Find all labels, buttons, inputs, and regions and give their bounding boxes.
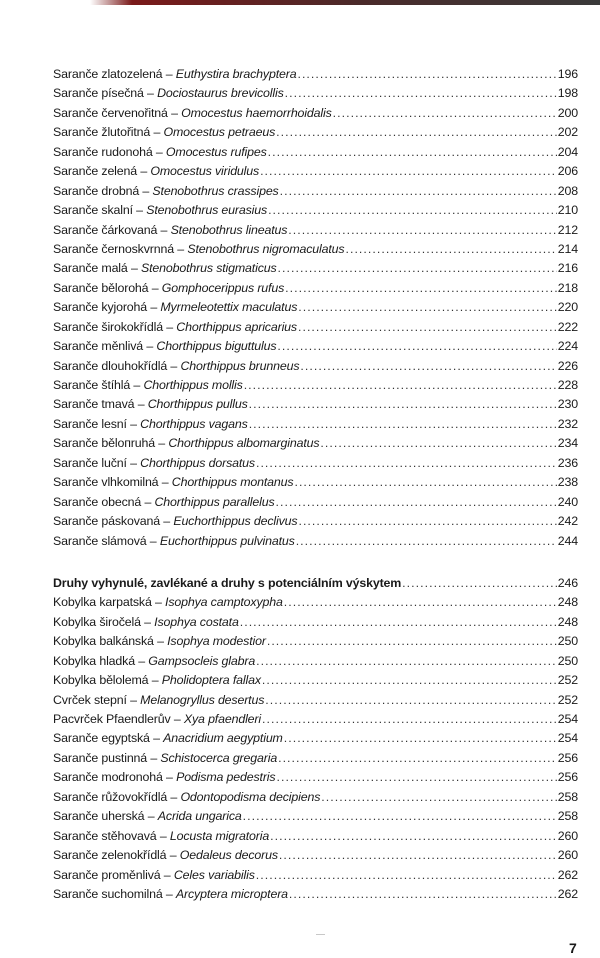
entry-page-number: 206 [557, 164, 578, 179]
entry-latin-name: Pholidoptera fallax [161, 673, 261, 688]
entry-separator: – [160, 222, 168, 237]
entry-latin-name: Omocestus rufipes [165, 144, 267, 159]
leader-dots [270, 827, 557, 846]
entry-separator: – [153, 125, 161, 140]
toc-entry[interactable] [53, 768, 578, 787]
entry-separator: – [161, 475, 169, 490]
leader-dots [262, 671, 557, 690]
toc-entry[interactable] [53, 788, 578, 807]
faint-mark [316, 934, 325, 935]
toc-entry[interactable] [53, 395, 578, 414]
leader-dots [279, 846, 557, 865]
entry-separator: – [140, 164, 148, 179]
toc-entry[interactable] [53, 749, 578, 768]
toc-entry[interactable] [53, 221, 578, 240]
entry-page-number: 222 [557, 319, 578, 334]
entry-latin-name: Chorthippus biguttulus [156, 339, 277, 354]
entry-latin-name: Euthystira brachyptera [175, 67, 297, 81]
entry-page-number: 262 [557, 886, 578, 901]
entry-page-number: 240 [557, 494, 578, 509]
entry-separator: – [147, 809, 155, 824]
entry-separator: – [150, 300, 158, 315]
leader-dots [321, 788, 557, 807]
entry-page-number: 200 [557, 105, 578, 120]
entry-common-name: Sarančе drobná [53, 183, 140, 198]
entry-separator: – [155, 144, 163, 159]
entry-separator: – [165, 67, 173, 81]
entry-common-name: Sarančе tmavá [53, 397, 135, 412]
leader-dots [288, 221, 556, 240]
entry-page-number: 260 [557, 828, 578, 843]
entry-page-number: 226 [557, 358, 578, 373]
leader-dots [284, 593, 557, 612]
entry-common-name: Sarančе štíhlá [53, 378, 131, 392]
leader-dots [276, 493, 557, 512]
leader-dots [265, 691, 556, 710]
entry-common-name: Sarančе páskovaná [53, 514, 160, 529]
entry-page-number: 262 [557, 867, 578, 882]
toc-entry[interactable] [53, 632, 578, 651]
entry-latin-name: Chorthippus vagans [140, 416, 248, 431]
entry-latin-name: Celes variabilis [173, 867, 255, 882]
entry-latin-name: Stenobothrus lineatus [170, 222, 288, 237]
entry-common-name: Sarančе uherská [53, 809, 145, 824]
entry-page-number: 248 [557, 595, 578, 610]
entry-common-name: Sarančе červenořitná [53, 105, 168, 120]
page-number: 7 [569, 940, 577, 956]
leader-dots [240, 613, 557, 632]
toc-entry[interactable] [53, 671, 578, 690]
toc-section-species [53, 65, 578, 551]
entry-separator: – [173, 712, 181, 726]
entry-latin-name: Omocestus viridulus [150, 164, 260, 179]
entry-latin-name: Dociostaurus brevicollis [157, 86, 284, 101]
toc-entry[interactable] [53, 376, 578, 395]
toc-heading-label: Druhy vyhynulé, zavlékané a druhy s potenciálním výskytem [53, 575, 402, 590]
entry-page-number: 220 [557, 300, 578, 315]
toc-entry[interactable] [53, 593, 578, 612]
toc-entry[interactable] [53, 613, 578, 632]
entry-common-name: Sarančе modronohá [53, 770, 163, 785]
leader-dots [249, 395, 557, 414]
entry-common-name: Pacvrček Pfaendlerův [53, 712, 171, 726]
entry-latin-name: Euchorthippus declivus [173, 514, 298, 529]
entry-latin-name: Acrida ungarica [157, 809, 242, 824]
entry-latin-name: Isophya camptoxypha [165, 595, 283, 610]
entry-latin-name: Stenobothrus eurasius [146, 203, 268, 218]
entry-latin-name: Stenobothrus stigmaticus [141, 261, 277, 276]
entry-common-name: Cvrček stepní [53, 692, 127, 707]
entry-common-name: Sarančе luční [53, 455, 127, 470]
entry-latin-name: Arcyptera microptera [175, 886, 288, 901]
entry-latin-name: Locusta migratoria [169, 828, 270, 843]
entry-common-name: Sarančе zelenokřídlá [53, 848, 167, 863]
entry-separator: – [157, 634, 164, 649]
entry-separator: – [163, 514, 171, 529]
entry-page-number: 252 [557, 673, 578, 688]
leader-dots [289, 885, 557, 904]
toc-entry[interactable] [53, 729, 578, 748]
entry-common-name: Sarančе růžovokřídlá [53, 789, 168, 804]
toc-entry[interactable] [53, 123, 578, 142]
entry-latin-name: Isophya costata [154, 614, 239, 629]
toc-entry[interactable] [53, 807, 578, 826]
entry-latin-name: Podisma pedestris [176, 770, 276, 785]
leader-dots [267, 632, 557, 651]
entry-page-number: 254 [557, 712, 578, 726]
entry-common-name: Sarančе obecná [53, 494, 142, 509]
entry-common-name: Sarančе pustinná [53, 750, 148, 765]
entry-separator: – [153, 731, 160, 746]
leader-dots [244, 376, 557, 395]
toc-entry[interactable] [53, 512, 578, 531]
leader-dots [298, 318, 557, 337]
leader-dots [345, 240, 556, 259]
entry-common-name: Sarančе kyjorohá [53, 300, 148, 315]
toc-entry[interactable] [53, 710, 578, 729]
entry-common-name: Kobylka balkánská [53, 634, 154, 649]
entry-separator: – [144, 494, 152, 509]
entry-common-name: Sarančе suchomilná [53, 886, 163, 901]
entry-page-number: 216 [557, 261, 578, 276]
entry-separator: – [170, 358, 178, 373]
entry-common-name: Sarančе lesní [53, 416, 127, 431]
entry-latin-name: Stenobothrus nigromaculatus [187, 241, 345, 256]
entry-separator: – [138, 653, 145, 668]
entry-common-name: Sarančе rudonohá [53, 144, 153, 159]
entry-page-number: 242 [557, 514, 578, 529]
leader-dots [268, 201, 557, 220]
toc-entry[interactable] [53, 279, 578, 298]
leader-dots [276, 123, 557, 142]
entry-separator: – [133, 378, 141, 392]
entry-page-number: 210 [557, 203, 578, 218]
leader-dots [280, 182, 557, 201]
entry-separator: – [155, 595, 162, 610]
entry-separator: – [130, 416, 137, 431]
entry-page-number: 198 [557, 86, 578, 101]
toc-section-extinct-introduced [53, 593, 578, 904]
entry-common-name: Kobylka hladká [53, 653, 135, 668]
entry-latin-name: Chorthippus brunneus [180, 358, 300, 373]
entry-page-number: 214 [557, 241, 578, 256]
leader-dots [262, 710, 557, 729]
entry-latin-name: Chorthippus apricarius [176, 319, 297, 334]
leader-dots [278, 259, 557, 278]
entry-page-number: 224 [557, 339, 578, 354]
entry-common-name: Sarančе čárkovaná [53, 222, 158, 237]
entry-common-name: Sarančе písečná [53, 86, 144, 101]
toc-entry[interactable] [53, 532, 578, 551]
entry-common-name: Sarančе egyptská [53, 731, 150, 746]
entry-common-name: Sarančе bělorohá [53, 280, 149, 295]
entry-separator: – [150, 750, 158, 765]
toc-entry[interactable] [53, 827, 578, 846]
entry-separator: – [170, 789, 178, 804]
entry-separator: – [130, 692, 137, 707]
entry-common-name: Sarančе vlhkomilná [53, 475, 159, 490]
toc-entry[interactable] [53, 240, 578, 259]
entry-latin-name: Odontopodisma decipiens [180, 789, 321, 804]
entry-page-number: 244 [557, 533, 578, 548]
leader-dots [333, 104, 557, 123]
leader-dots [296, 532, 557, 551]
entry-latin-name: Oedaleus decorus [179, 848, 278, 863]
table-of-contents [53, 65, 578, 904]
toc-entry[interactable] [53, 493, 578, 512]
leader-dots [285, 279, 557, 298]
leader-dots [276, 768, 556, 787]
entry-page-number: 256 [557, 750, 578, 765]
entry-latin-name: Myrmeleotettix maculatus [160, 300, 298, 315]
entry-separator: – [159, 828, 167, 843]
entry-latin-name: Chorthippus mollis [143, 378, 243, 392]
entry-common-name: Kobylka širočelá [53, 614, 141, 629]
entry-page-number: 202 [557, 125, 578, 140]
entry-page-number: 260 [557, 848, 578, 863]
entry-latin-name: Anacridium aegyptium [163, 731, 283, 746]
leader-dots [320, 434, 556, 453]
toc-entry[interactable] [53, 318, 578, 337]
entry-common-name: Sarančе běloпruhá [53, 436, 155, 451]
entry-latin-name: Gomphocerippus rufus [161, 280, 285, 295]
toc-entry[interactable] [53, 201, 578, 220]
entry-separator: – [151, 280, 159, 295]
entry-common-name: Kobylka karpatská [53, 595, 152, 610]
entry-latin-name: Euchorthippus pulvinatus [159, 533, 295, 548]
toc-entry[interactable] [53, 65, 578, 84]
entry-latin-name: Chorthippus pullus [147, 397, 248, 412]
entry-page-number: 238 [557, 475, 578, 490]
entry-common-name: Sarančе zlatozelená [53, 67, 163, 81]
entry-separator: – [163, 867, 171, 882]
entry-separator: – [137, 397, 145, 412]
leader-dots [277, 337, 556, 356]
entry-latin-name: Chorthippus albomarginatus [168, 436, 320, 451]
leader-dots [256, 454, 557, 473]
leader-dots [284, 729, 557, 748]
entry-common-name: Sarančе malá [53, 261, 128, 276]
entry-page-number: 254 [557, 731, 578, 746]
toc-entry[interactable] [53, 866, 578, 885]
entry-separator: – [130, 261, 138, 276]
entry-latin-name: Isophya modestior [167, 634, 266, 649]
leader-dots [268, 143, 557, 162]
leader-dots [300, 357, 556, 376]
leader-dots [285, 84, 557, 103]
toc-entry[interactable] [53, 162, 578, 181]
leader-dots [249, 415, 557, 434]
entry-page-number: 218 [557, 280, 578, 295]
entry-separator: – [166, 319, 173, 334]
entry-page-number: 204 [557, 144, 578, 159]
section-gap [53, 551, 578, 574]
toc-heading-row[interactable] [53, 574, 578, 593]
top-color-bar [0, 0, 600, 5]
entry-page-number: 236 [557, 455, 578, 470]
toc-entry[interactable] [53, 337, 578, 356]
entry-page-number: 258 [557, 789, 578, 804]
leader-dots [260, 162, 557, 181]
entry-page-number: 212 [557, 222, 578, 237]
leader-dots [298, 512, 556, 531]
entry-page-number: 252 [557, 692, 578, 707]
entry-latin-name: Stenobothrus crassipes [152, 183, 279, 198]
toc-entry[interactable] [53, 885, 578, 904]
entry-separator: – [165, 886, 173, 901]
entry-page-number: 230 [557, 397, 578, 412]
toc-entry[interactable] [53, 473, 578, 492]
entry-common-name: Sarančе skalní [53, 203, 133, 218]
toc-entry[interactable] [53, 259, 578, 278]
entry-common-name: Sarančе zelená [53, 164, 138, 179]
entry-common-name: Sarančе stěhovavá [53, 828, 157, 843]
toc-entry[interactable] [53, 652, 578, 671]
entry-page-number: 228 [557, 378, 578, 392]
toc-entry[interactable] [53, 143, 578, 162]
entry-latin-name: Gampsocleis glabra [148, 653, 256, 668]
toc-entry[interactable] [53, 84, 578, 103]
entry-page-number: 196 [557, 67, 578, 81]
leader-dots [256, 652, 557, 671]
entry-page-number: 208 [557, 183, 578, 198]
entry-latin-name: Chorthippus montanus [171, 475, 294, 490]
toc-entry[interactable] [53, 434, 578, 453]
entry-common-name: Kobylka bělolemá [53, 673, 149, 688]
entry-separator: – [136, 203, 143, 218]
entry-separator: – [177, 241, 185, 256]
entry-latin-name: Omocestus haemorrhoidalis [181, 105, 332, 120]
entry-latin-name: Xya pfaendleri [183, 712, 261, 726]
leader-dots [297, 65, 556, 84]
entry-separator: – [144, 614, 151, 629]
leader-dots [298, 298, 557, 317]
entry-page-number: 256 [557, 770, 578, 785]
entry-separator: – [151, 673, 159, 688]
entry-latin-name: Schistocerca gregaria [160, 750, 278, 765]
entry-separator: – [166, 770, 173, 785]
entry-latin-name: Melanogryllus desertus [140, 692, 265, 707]
toc-entry[interactable] [53, 454, 578, 473]
entry-separator: – [169, 848, 177, 863]
entry-page-number: 258 [557, 809, 578, 824]
entry-latin-name: Chorthippus parallelus [154, 494, 275, 509]
entry-page-number: 250 [557, 634, 578, 649]
entry-separator: – [149, 533, 157, 548]
entry-common-name: Sarančе černoskvrnná [53, 241, 174, 256]
entry-separator: – [142, 183, 150, 198]
entry-latin-name: Omocestus petraeus [163, 125, 276, 140]
entry-common-name: Sarančе širokokřídlá [53, 319, 163, 334]
entry-common-name: Sarančе proměnlivá [53, 867, 161, 882]
entry-page-number: 234 [557, 436, 578, 451]
toc-entry[interactable] [53, 415, 578, 434]
leader-dots [278, 749, 557, 768]
entry-common-name: Sarančе žlutořitná [53, 125, 151, 140]
toc-entry[interactable] [53, 357, 578, 376]
toc-entry[interactable] [53, 298, 578, 317]
entry-separator: – [147, 86, 154, 101]
entry-latin-name: Chorthippus dorsatus [140, 455, 255, 470]
entry-page-number: 250 [557, 653, 578, 668]
entry-separator: – [171, 105, 178, 120]
entry-separator: – [146, 339, 154, 354]
leader-dots [402, 574, 557, 593]
toc-entry[interactable] [53, 846, 578, 865]
entry-page-number: 248 [557, 614, 578, 629]
entry-separator: – [158, 436, 166, 451]
toc-entry[interactable] [53, 104, 578, 123]
toc-heading-page: 246 [557, 575, 578, 590]
toc-entry[interactable] [53, 182, 578, 201]
entry-common-name: Sarančе slámová [53, 533, 147, 548]
toc-entry[interactable] [53, 691, 578, 710]
entry-common-name: Sarančе měnlivá [53, 339, 144, 354]
leader-dots [243, 807, 557, 826]
leader-dots [256, 866, 557, 885]
entry-separator: – [130, 455, 137, 470]
leader-dots [294, 473, 556, 492]
entry-page-number: 232 [557, 416, 578, 431]
entry-common-name: Sarančе dlouhokřídlá [53, 358, 168, 373]
